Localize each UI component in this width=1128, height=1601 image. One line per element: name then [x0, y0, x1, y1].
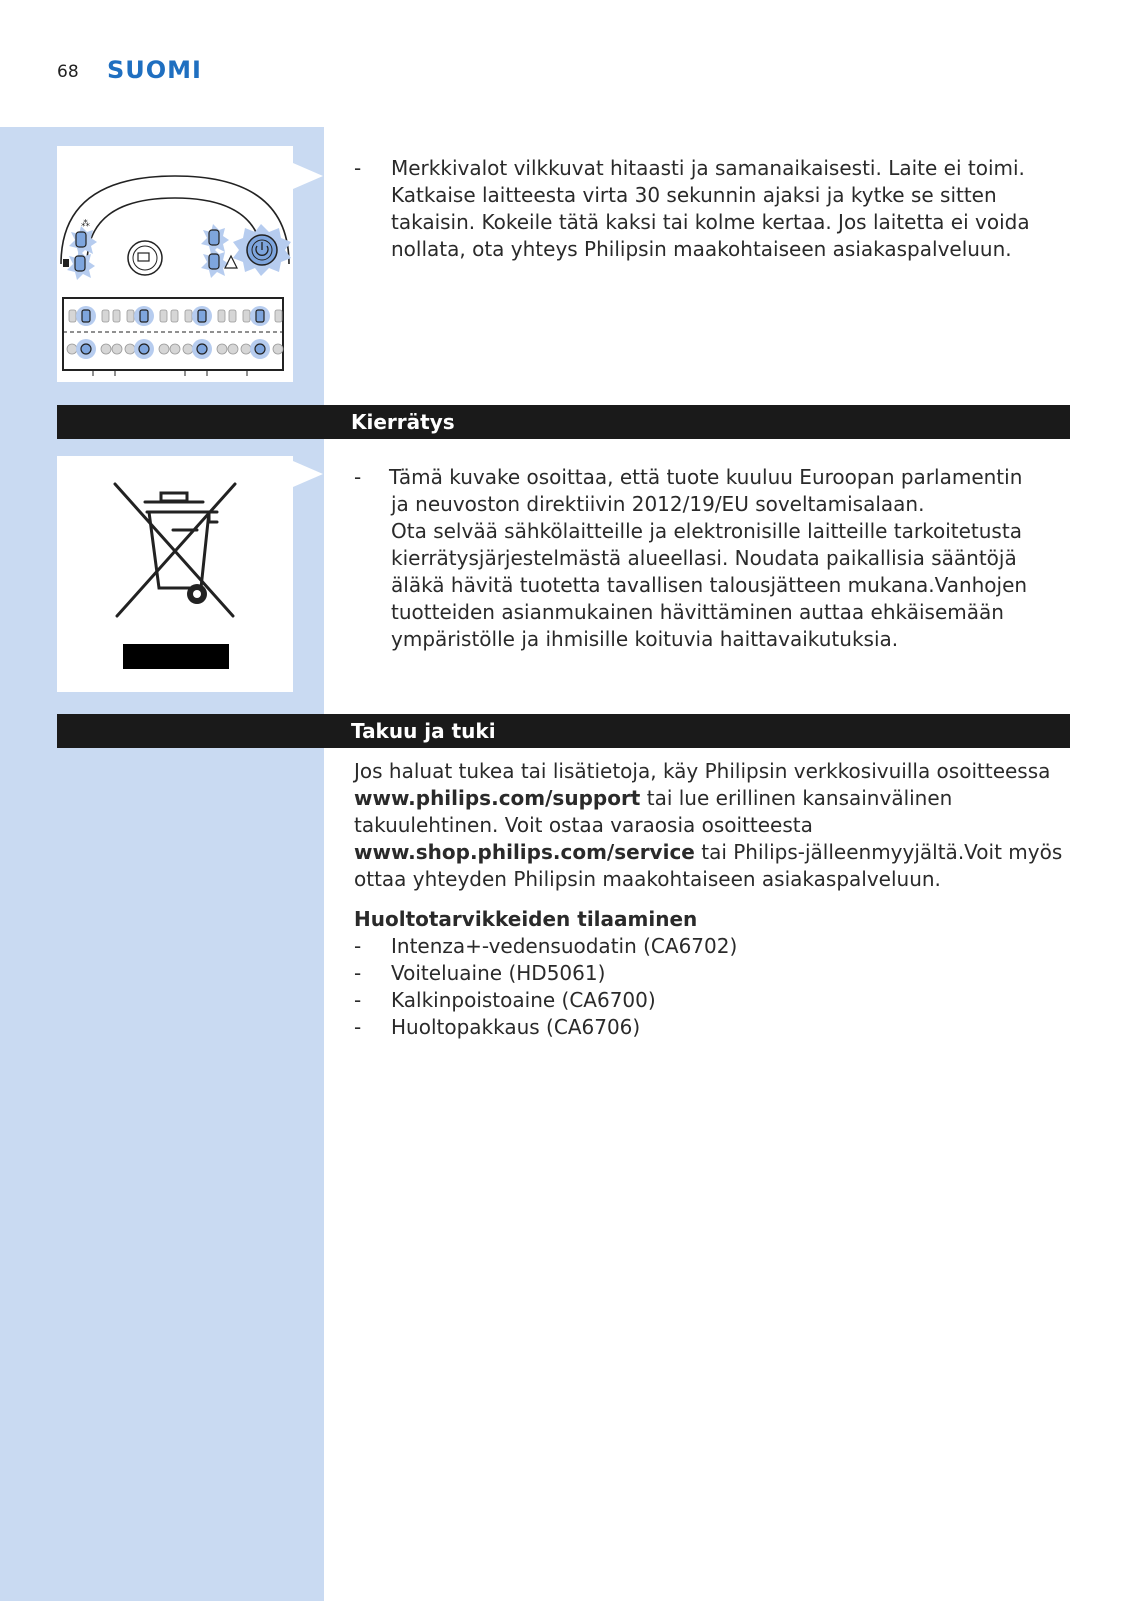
bullet-dash: -	[354, 1015, 362, 1039]
page-number: 68	[57, 62, 79, 82]
section-title: Takuu ja tuki	[351, 719, 496, 743]
section-title: Kierrätys	[351, 410, 455, 434]
crossed-bin-icon	[57, 456, 293, 692]
accessory-label: Voiteluaine (HD5061)	[391, 961, 606, 985]
accessories-subheading: Huoltotarvikkeiden tilaaminen	[354, 907, 698, 931]
accessory-label: Huoltopakkaus (CA6706)	[391, 1015, 641, 1039]
accessory-label: Intenza+-vedensuodatin (CA6702)	[391, 934, 738, 958]
callout-pointer	[293, 461, 323, 487]
bullet-dash: -	[354, 961, 362, 985]
warranty-text-c: Voit ostaa varaosia osoitteesta	[504, 813, 813, 837]
accessory-label: Kalkinpoistoaine (CA6700)	[391, 988, 656, 1012]
recycling-text-line2: ja neuvoston direktiivin 2012/19/EU soveltamisalaan.	[391, 492, 925, 516]
recycling-text-line1: Tämä kuvake osoittaa, että tuote kuuluu Euroopan parlamentin	[389, 465, 1023, 489]
bullet-dash: -	[354, 465, 362, 489]
service-url-link[interactable]: www.shop.philips.com/service	[354, 840, 695, 864]
warranty-text-a: Jos haluat tukea tai lisätietoja, käy Philipsin verkkosivuilla osoitteessa	[354, 759, 1051, 783]
warranty-text-d: tai Philips-jälleenmyyjältä.Voit myös ottaa yhteyden Philipsin maakohtaiseen asiakaspalveluun.	[354, 840, 1063, 891]
language-title: SUOMI	[107, 56, 202, 84]
weee-illustration	[57, 456, 293, 692]
svg-text:⁂: ⁂	[81, 219, 90, 229]
callout-pointer	[293, 163, 323, 189]
support-url-link[interactable]: www.philips.com/support	[354, 786, 641, 810]
bullet-dash: -	[354, 988, 362, 1012]
warranty-text-b: tai lue erillinen kansainvälinen takuulehtinen.	[354, 786, 953, 837]
control-panel-illustration	[57, 146, 293, 382]
warranty-paragraph	[354, 758, 1070, 893]
intro-text: Merkkivalot vilkkuvat hitaasti ja samanaikaisesti. Laite ei toimi. Katkaise laitteesta virta 30 sekunnin ajaksi ja kytke se sitten takaisin. Kokeile tätä kaksi tai kolme kertaa. Jos laitetta ei voida nollata, ota yhteys Philipsin maakohtaiseen asiakaspalveluun.	[391, 156, 1030, 261]
section-header-recycling	[57, 405, 1070, 439]
bullet-dash: -	[354, 156, 362, 180]
control-panel-icon	[57, 146, 293, 382]
bullet-dash: -	[354, 934, 362, 958]
section-header-warranty	[57, 714, 1070, 748]
recycling-text-rest: Ota selvää sähkölaitteille ja elektronisille laitteille tarkoitetusta kierrätysjärjestelmästä alueellasi. Noudata paikallisia sääntöjä äläkä hävitä tuotetta tavallisen talousjätteen mukana.Vanhojen tuotteiden asianmukainen hävittäminen auttaa ehkäisemään ympäristölle ja ihmisille koituvia haittavaikutuksia.	[391, 519, 1028, 651]
